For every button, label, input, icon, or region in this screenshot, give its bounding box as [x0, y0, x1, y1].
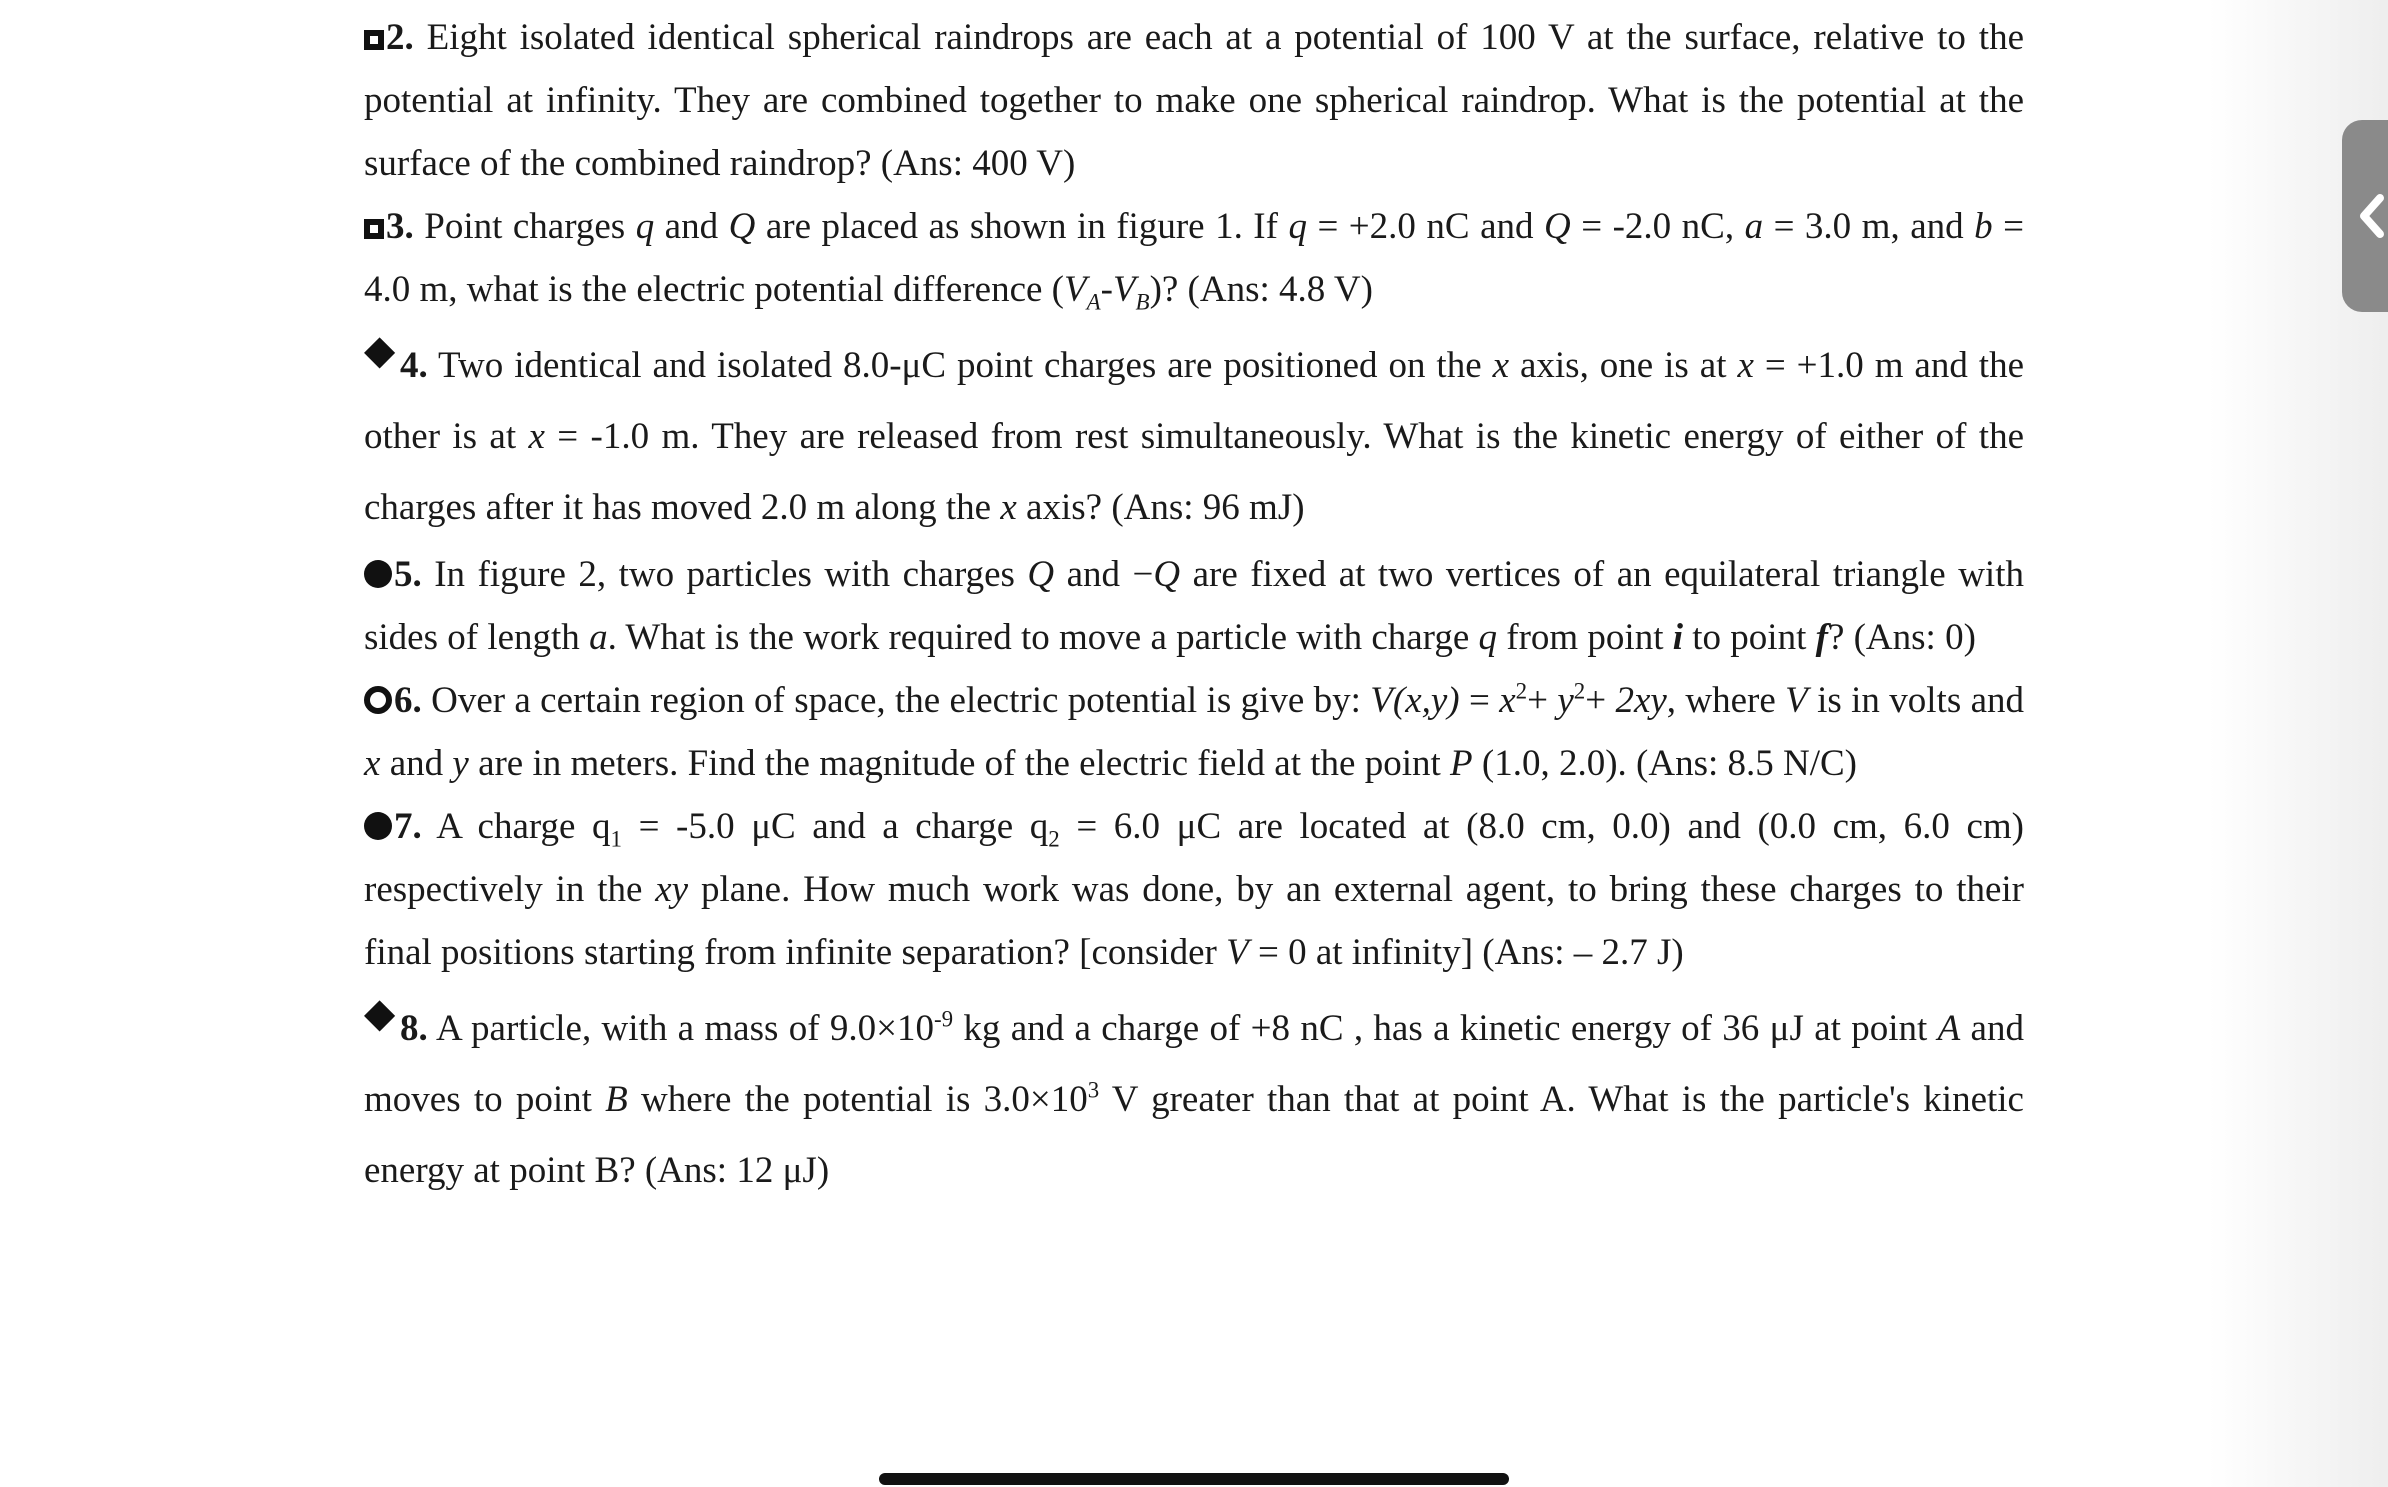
disc-icon: [364, 560, 392, 588]
disc-icon: [364, 812, 392, 840]
exponent: -9: [934, 1006, 954, 1032]
text-run: from point: [1497, 617, 1673, 658]
text-run: In figure 2, two particles with charges: [421, 554, 1028, 595]
problem-number: 7.: [394, 806, 422, 847]
text-run: axis? (Ans: 96 mJ): [1016, 487, 1305, 528]
text-run: V greater than that at point A. What is the particle's kinetic energy at point B? (Ans: 12 μJ): [364, 1079, 2024, 1191]
var-Q: Q: [728, 206, 756, 247]
text-run: axis, one is at: [1509, 345, 1738, 386]
var-P: P: [1450, 743, 1473, 784]
subscript: 1: [610, 826, 623, 852]
problem-3: [364, 195, 2024, 321]
var-q: q: [1478, 617, 1497, 658]
point-f: f: [1815, 617, 1828, 658]
text-run: , where: [1666, 680, 1786, 721]
var-B: B: [605, 1079, 628, 1120]
text-run: = -1.0 m. They are released from rest simultaneously. What is the kinetic energy of either of the charges after it has moved 2.0 m along the: [364, 416, 2024, 528]
document-page: [364, 0, 2024, 1206]
var-x: x: [1492, 345, 1510, 386]
text-run: +: [1527, 680, 1558, 721]
var-q: q: [1288, 206, 1307, 247]
text-run: A charge q: [421, 806, 611, 847]
text-run: are in meters. Find the magnitude of the electric field at the point: [468, 743, 1451, 784]
var-xy: xy: [655, 869, 689, 910]
text-run: and: [380, 743, 453, 784]
var-q: q: [635, 206, 655, 247]
text-run: = -2.0 nC,: [1570, 206, 1745, 247]
chevron-left-icon: [2354, 192, 2388, 240]
problem-number: 2.: [386, 17, 414, 58]
text-run: = -5.0 μC and a charge q: [622, 806, 1049, 847]
text-run: kg and a charge of +8 nC , has a kinetic energy of 36 μJ at point: [953, 1008, 1938, 1049]
text-run: Two identical and isolated 8.0-μC point charges are positioned on the: [427, 345, 1493, 386]
problem-7: [364, 795, 2024, 984]
var-Vxy: V(x,y): [1370, 680, 1460, 721]
var-Q: Q: [1027, 554, 1055, 595]
text-run: . What is the work required to move a particle with charge: [607, 617, 1479, 658]
exponent: 2: [1573, 678, 1586, 704]
var-x: x: [364, 743, 381, 784]
problem-number: 5.: [394, 554, 422, 595]
text-run: is in volts and: [1807, 680, 2024, 721]
text-run: )? (Ans: 4.8 V): [1149, 269, 1373, 310]
text-run: and moves to point: [364, 1008, 2024, 1120]
text-run: A particle, with a mass of 9.0×10: [427, 1008, 934, 1049]
subscript: 2: [1048, 826, 1060, 852]
sidebar-toggle-tab[interactable]: [2342, 120, 2388, 312]
var-b: b: [1974, 206, 1993, 247]
problem-number: 8.: [400, 1008, 428, 1049]
text-run: where the potential is 3.0×10: [627, 1079, 1088, 1120]
exponent: 2: [1515, 678, 1528, 704]
var-a: a: [1744, 206, 1764, 247]
subscript-A: A: [1086, 289, 1101, 315]
subscript-B: B: [1135, 289, 1150, 315]
var-Q: Q: [1153, 554, 1181, 595]
text-run: =: [1459, 680, 1500, 721]
problem-2: [364, 6, 2024, 195]
var-x: x: [528, 416, 545, 457]
square-icon: [364, 30, 384, 50]
problem-number: 6.: [394, 680, 422, 721]
var-y: y: [452, 743, 469, 784]
text-run: and −: [1054, 554, 1154, 595]
var-A: A: [1937, 1008, 1961, 1049]
text-run: ? (Ans: 0): [1827, 617, 1976, 658]
problem-number: 4.: [400, 345, 428, 386]
exponent: 3: [1087, 1077, 1100, 1103]
var-V: V: [1226, 932, 1249, 973]
var-x: x: [1737, 345, 1754, 386]
var-a: a: [589, 617, 608, 658]
var-y: y: [1557, 680, 1574, 721]
text-run: -: [1100, 269, 1113, 310]
point-i: i: [1672, 617, 1684, 658]
text-run: +: [1585, 680, 1616, 721]
text-run: to point: [1683, 617, 1816, 658]
var-x: x: [1499, 680, 1516, 721]
text-run: are fixed at two vertices of an equilateral triangle with sides of length: [364, 554, 2024, 658]
diamond-icon: [364, 1000, 395, 1031]
text-run: = 6.0 μC are located at (8.0 cm, 0.0) and (0.0 cm, 6.0 cm) respectively in the: [364, 806, 2024, 910]
text-run: and: [654, 206, 729, 247]
text-run: = 0 at infinity] (Ans: – 2.7 J): [1248, 932, 1684, 973]
text-run: Over a certain region of space, the electric potential is give by:: [421, 680, 1371, 721]
var-V: V: [1063, 269, 1087, 310]
text-run: = 4.0 m, what is the electric potential difference (: [364, 206, 2024, 310]
problem-8: [364, 993, 2024, 1206]
problem-6: [364, 669, 2024, 795]
text-run: = 3.0 m, and: [1763, 206, 1975, 247]
ring-icon: [364, 686, 392, 714]
text-run: are placed as shown in figure 1. If: [755, 206, 1289, 247]
problem-4: [364, 330, 2024, 543]
text-run: = +1.0 m and the other is at: [364, 345, 2025, 457]
diamond-icon: [364, 337, 395, 368]
var-x: x: [1000, 487, 1017, 528]
var-Q: Q: [1544, 206, 1571, 247]
var-2xy: 2xy: [1615, 680, 1667, 721]
text-run: (1.0, 2.0). (Ans: 8.5 N/C): [1472, 743, 1858, 784]
problem-text: Eight isolated identical spherical raindrops are each at a potential of 100 V at the surface, relative to the potential at infinity. They are combined together to make one spherical raindrop. What is the potential at the surface of the combined raindrop? (Ans: 400 V): [364, 17, 2024, 184]
home-indicator[interactable]: [879, 1473, 1509, 1485]
var-V: V: [1785, 680, 1808, 721]
text-run: Point charges: [413, 206, 636, 247]
var-V: V: [1112, 269, 1136, 310]
square-icon: [364, 219, 384, 239]
problem-5: [364, 543, 2024, 669]
problem-number: 3.: [386, 206, 414, 247]
text-run: = +2.0 nC and: [1306, 206, 1544, 247]
text-run: plane. How much work was done, by an external agent, to bring these charges to their final positions starting from infinite separation? [consider: [364, 869, 2025, 973]
